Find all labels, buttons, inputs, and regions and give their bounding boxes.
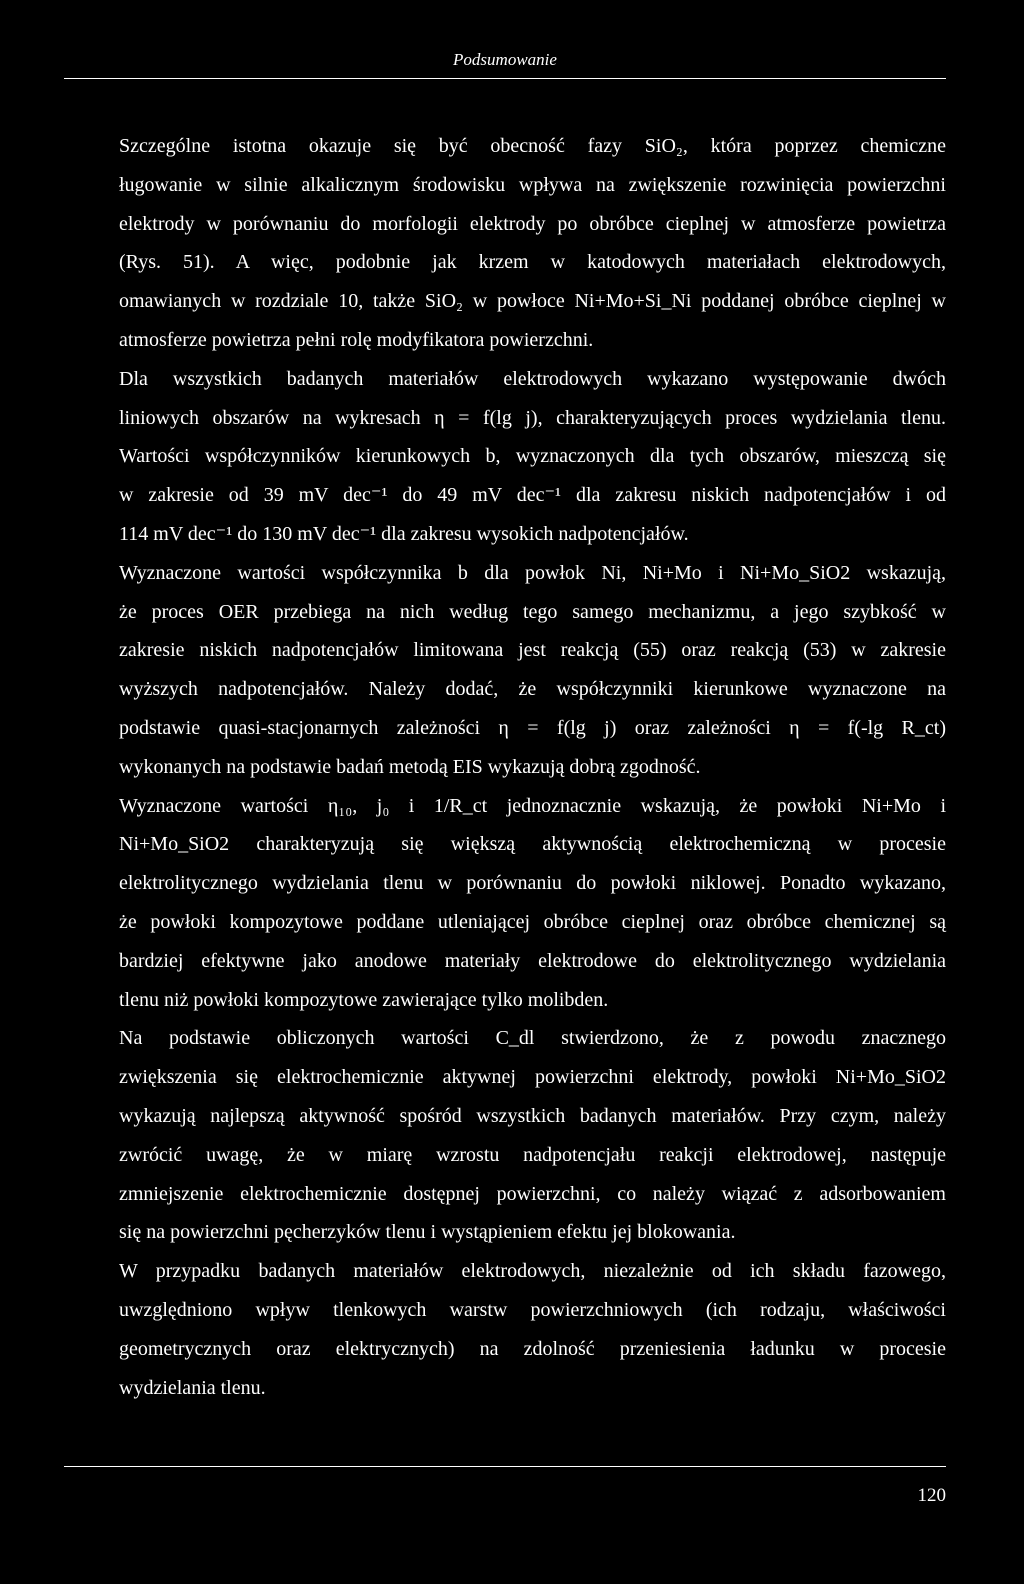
text-line: wyższych nadpotencjałów. Należy dodać, że współczynniki kierunkowe wyznaczone na: [119, 678, 946, 701]
text-line: bardziej efektywne jako anodowe materiały elektrodowe do elektrolitycznego wydzielania: [119, 949, 946, 972]
text-line: zmniejszenie elektrochemicznie dostępnej powierzchni, co należy wiązać z adsorbowaniem: [119, 1182, 946, 1205]
text-line: Szczególne istotna okazuje się być obecność fazy SiO₂, która poprzez chemiczne: [119, 135, 946, 157]
text-line: elektrolitycznego wydzielania tlenu w porównaniu do powłoki niklowej. Ponadto wykazano,: [119, 872, 946, 895]
text-line: 114 mV dec⁻¹ do 130 mV dec⁻¹ dla zakresu wysokich nadpotencjałów.: [119, 522, 689, 545]
text-line: omawianych w rozdziale 10, także SiO₂ w powłoce Ni+Mo+Si_Ni poddanej obróbce cieplnej w: [119, 290, 946, 313]
paragraph-4: [64, 787, 946, 1020]
text-line: Wyznaczone wartości η₁₀, j₀ i 1/R_ct jednoznacznie wskazują, że powłoki Ni+Mo i: [119, 794, 946, 817]
text-line: zakresie niskich nadpotencjałów limitowana jest reakcją (55) oraz reakcją (53) w zakresie: [119, 639, 946, 662]
text-line: elektrody w porównaniu do morfologii elektrody po obróbce cieplnej w atmosferze powietrza: [119, 212, 946, 235]
text-line: Wyznaczone wartości współczynnika b dla powłok Ni, Ni+Mo i Ni+Mo_SiO2 wskazują,: [119, 561, 946, 584]
text-line: uwzględniono wpływ tlenkowych warstw powierzchniowych (ich rodzaju, właściwości: [119, 1298, 946, 1321]
text-line: Dla wszystkich badanych materiałów elektrodowych wykazano występowanie dwóch: [119, 367, 946, 390]
text-line: liniowych obszarów na wykresach η = f(lg j), charakteryzujących proces wydzielania tlenu.: [119, 406, 946, 429]
text-line: ługowanie w silnie alkalicznym środowisku wpływa na zwiększenie rozwinięcia powierzchni: [119, 173, 946, 196]
text-line: się na powierzchni pęcherzyków tlenu i wystąpieniem efektu jej blokowania.: [119, 1221, 736, 1244]
text-line: zwrócić uwagę, że w miarę wzrostu nadpotencjału reakcji elektrodowej, następuje: [119, 1143, 946, 1166]
text-line: (Rys. 51). A więc, podobnie jak krzem w katodowych materiałach elektrodowych,: [119, 251, 946, 274]
paragraph-5: [64, 1019, 946, 1252]
page-number: 120: [917, 1485, 946, 1506]
text-line: wykazują najlepszą aktywność spośród wszystkich badanych materiałów. Przy czym, należy: [119, 1104, 946, 1127]
text-line: że proces OER przebiega na nich według tego samego mechanizmu, a jego szybkość w: [119, 600, 946, 623]
paragraph-1: [64, 127, 946, 360]
footer-rule: [64, 1466, 946, 1467]
text-line: atmosferze powietrza pełni rolę modyfikatora powierzchni.: [119, 328, 594, 351]
text-line: że powłoki kompozytowe poddane utleniającej obróbce cieplnej oraz obróbce chemicznej są: [119, 910, 946, 933]
paragraph-3: [64, 554, 946, 787]
header-rule: [64, 78, 946, 79]
text-line: w zakresie od 39 mV dec⁻¹ do 49 mV dec⁻¹ dla zakresu niskich nadpotencjałów i od: [119, 484, 946, 507]
text-line: W przypadku badanych materiałów elektrodowych, niezależnie od ich składu fazowego,: [119, 1260, 946, 1283]
text-line: podstawie quasi-stacjonarnych zależności η = f(lg j) oraz zależności η = f(-lg R_ct): [119, 716, 946, 739]
body-text: [64, 127, 946, 1407]
running-header: Podsumowanie: [453, 50, 557, 69]
text-line: wydzielania tlenu.: [119, 1376, 266, 1399]
text-line: Ni+Mo_SiO2 charakteryzują się większą aktywnością elektrochemiczną w procesie: [119, 833, 946, 856]
text-line: zwiększenia się elektrochemicznie aktywnej powierzchni elektrody, powłoki Ni+Mo_SiO2: [119, 1066, 946, 1089]
paragraph-2: [64, 360, 946, 554]
text-line: Na podstawie obliczonych wartości C_dl stwierdzono, że z powodu znacznego: [119, 1027, 946, 1050]
paragraph-6: [64, 1252, 946, 1407]
text-line: tlenu niż powłoki kompozytowe zawierające tylko molibden.: [119, 988, 609, 1011]
text-line: wykonanych na podstawie badań metodą EIS wykazują dobrą zgodność.: [119, 755, 701, 778]
text-line: Wartości współczynników kierunkowych b, wyznaczonych dla tych obszarów, mieszczą się: [119, 445, 946, 468]
text-line: geometrycznych oraz elektrycznych) na zdolność przeniesienia ładunku w procesie: [119, 1337, 946, 1360]
